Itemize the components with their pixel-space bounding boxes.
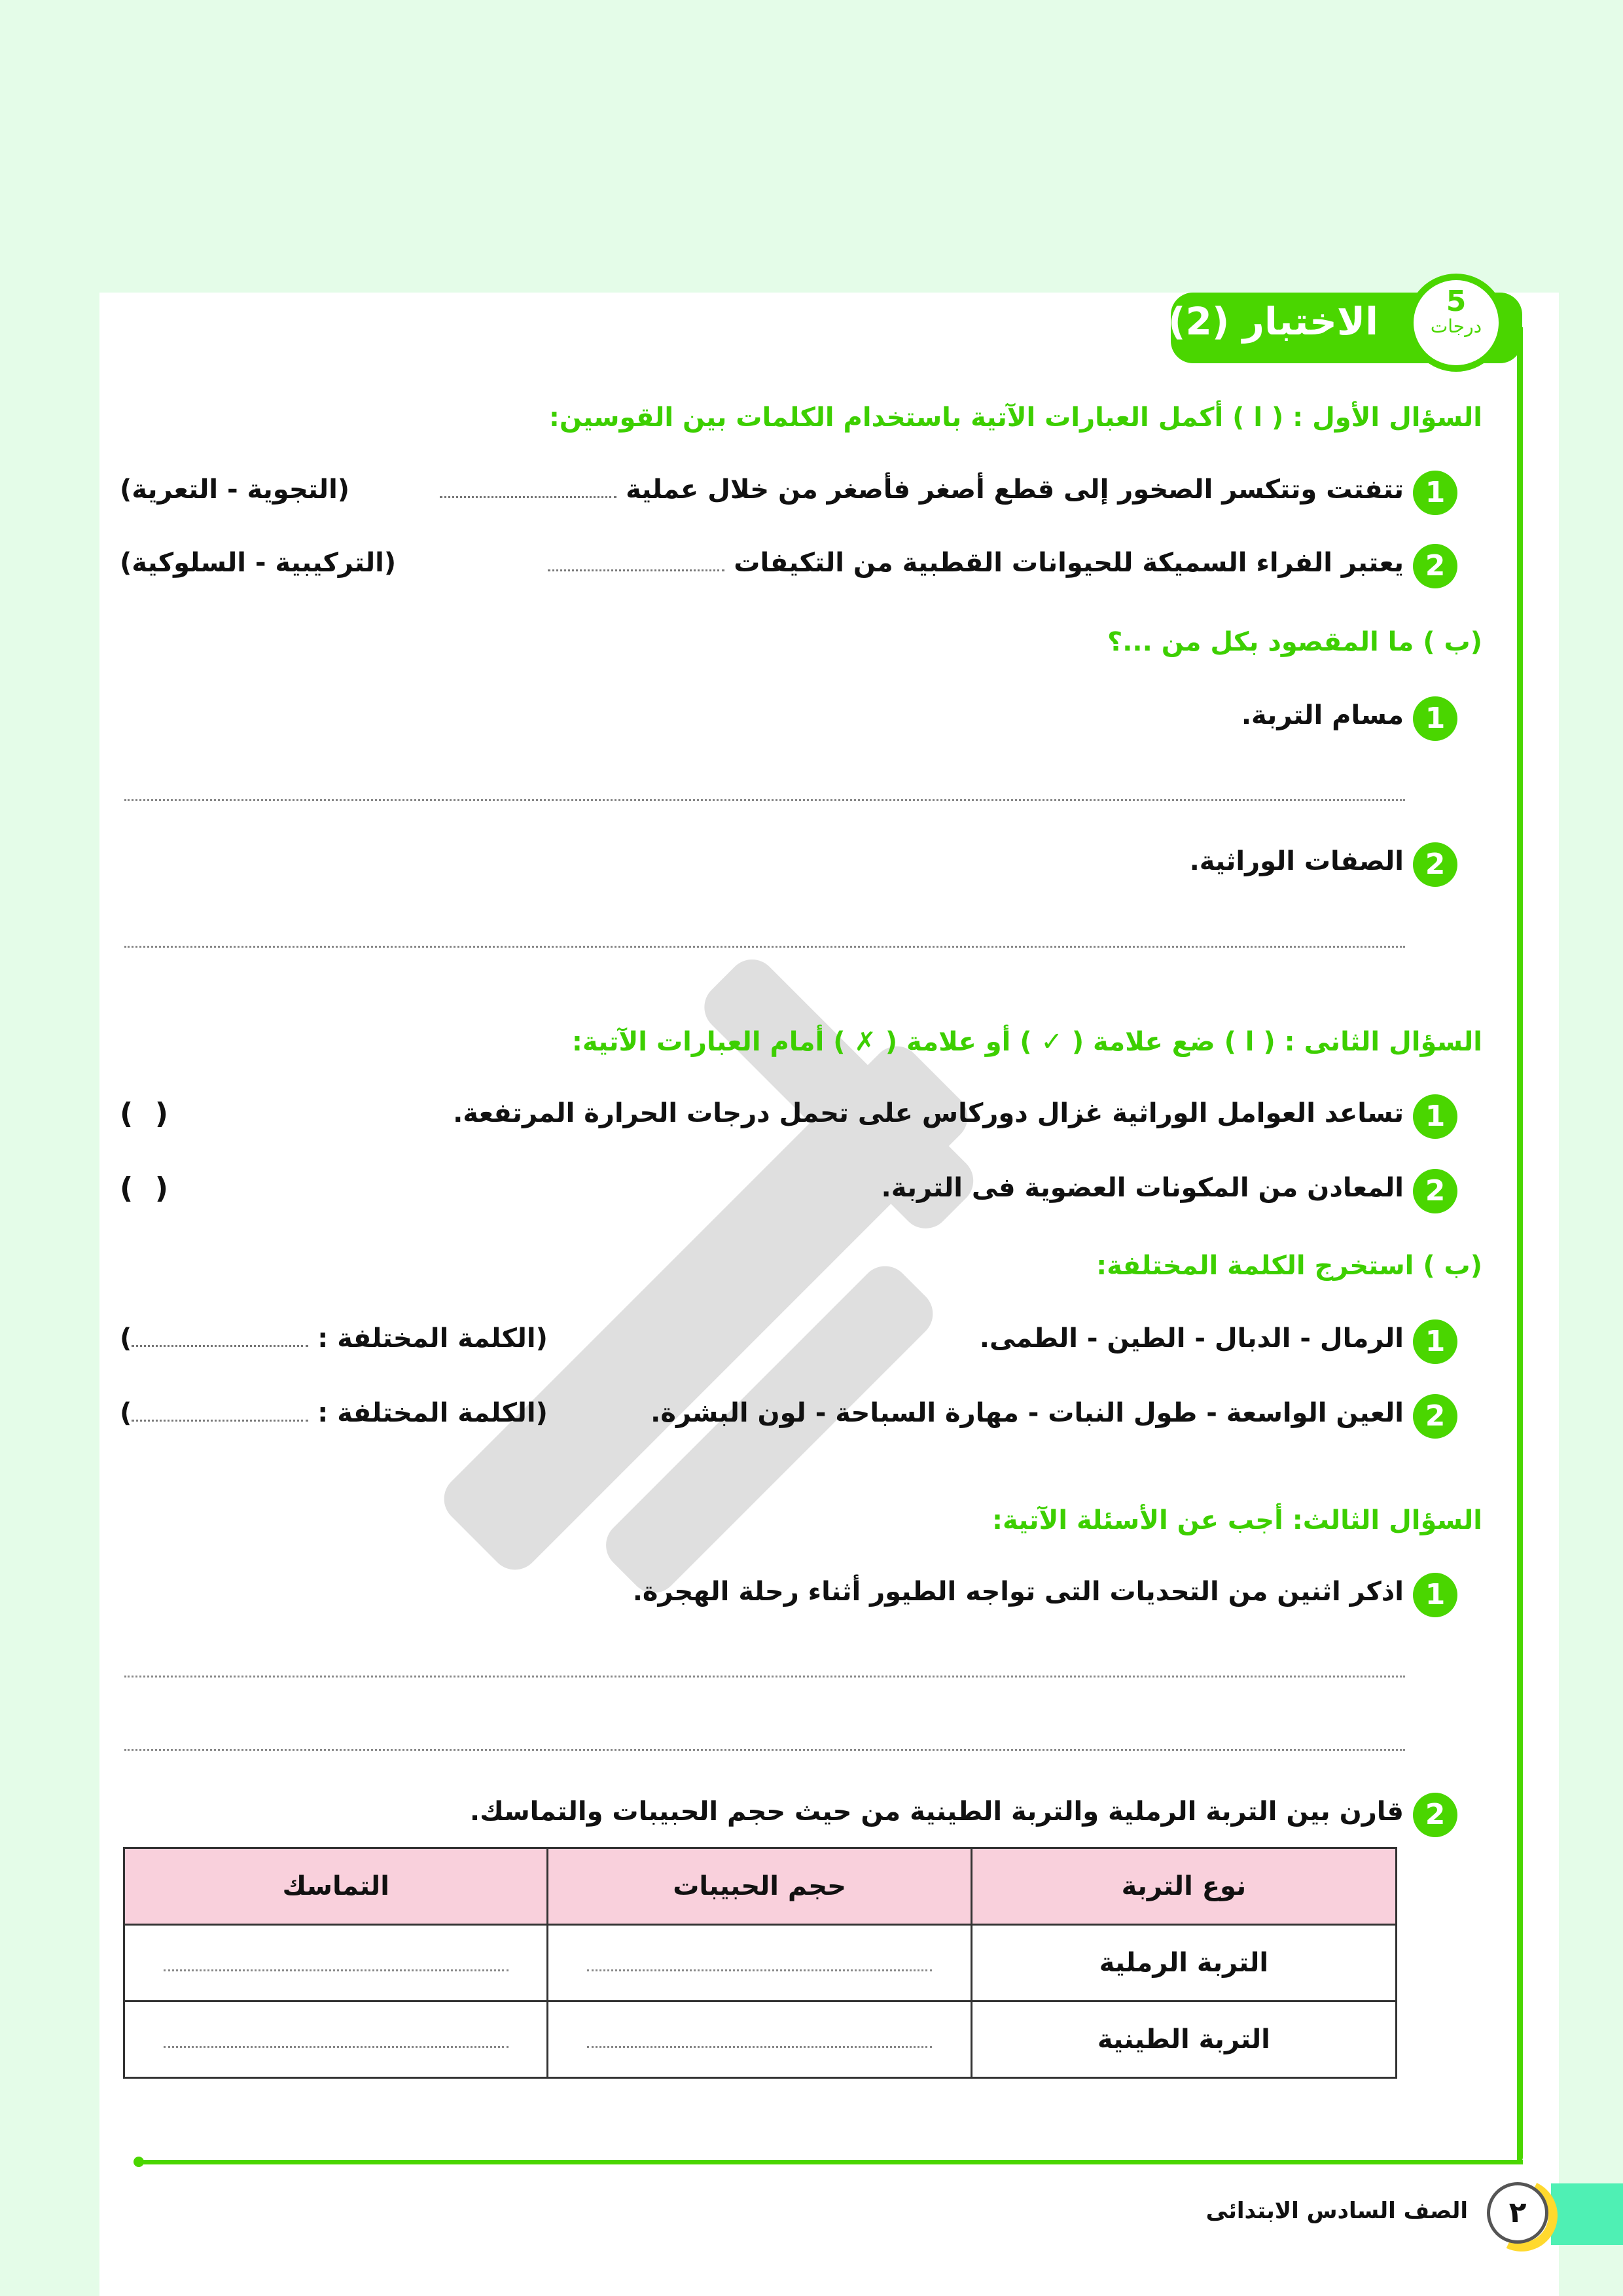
odd-word-answer [120, 1398, 548, 1428]
answer-cell[interactable] [124, 2001, 548, 2078]
page-frame-bottom [139, 2160, 1523, 2164]
answer-line[interactable] [124, 1749, 1405, 1751]
number-badge: 2 [1413, 1169, 1457, 1213]
answer-blank[interactable] [548, 569, 724, 571]
odd-word-label: (الكلمة المختلفة : [317, 1398, 548, 1428]
q2-b-item-2: العين الواسعة - طول النبات - مهارة السباحة - لون البشرة. [651, 1398, 1404, 1428]
number-badge: 1 [1413, 1094, 1457, 1139]
answer-line[interactable] [124, 1676, 1405, 1677]
q2-item-1: تساعد العوامل الوراثية غزال دوركاس على تحمل درجات الحرارة المرتفعة. [453, 1098, 1404, 1128]
comparison-table [123, 1847, 1397, 2079]
table-row [124, 1925, 1397, 2001]
q3-heading: السؤال الثالث: أجب عن الأسئلة الآتية: [991, 1505, 1482, 1535]
grade-badge [1407, 274, 1505, 372]
page-number: ٢ [1487, 2182, 1548, 2244]
column-header: حجم الحبيبات [548, 1848, 971, 1925]
q1-item-2 [548, 548, 1404, 578]
question-text: تتفتت وتتكسر الصخور إلى قطع أصغر فأصغر من خلال عملية [626, 475, 1404, 505]
q2-heading: السؤال الثانى : ( ا ) ضع علامة ( ✓ ) أو علامة ( ✗ ) أمام العبارات الآتية: [571, 1027, 1482, 1057]
answer-cell[interactable] [548, 2001, 971, 2078]
row-label: التربة الطينية [971, 2001, 1396, 2078]
q1-b-heading: (ب ) ما المقصود بكل من ...؟ [1107, 627, 1482, 657]
table-row [124, 2001, 1397, 2078]
q1-b-item-2: الصفات الوراثية. [1189, 846, 1404, 876]
grade-value: 5 [1446, 285, 1467, 318]
paren-close: ) [120, 1323, 132, 1354]
q2-b-item-1: الرمال - الدبال - الطين - الطمى. [979, 1323, 1404, 1354]
odd-word-answer [120, 1323, 548, 1354]
answer-cell[interactable] [124, 1925, 548, 2001]
paren-close: ) [154, 1097, 168, 1130]
number-badge: 2 [1413, 842, 1457, 887]
answer-blank[interactable] [132, 1419, 308, 1422]
footer-teal-band [1551, 2183, 1623, 2245]
q2-b-heading: (ب ) استخرج الكلمة المختلفة: [1096, 1251, 1482, 1281]
grade-unit: درجات [1430, 315, 1482, 337]
answer-box[interactable] [120, 1172, 168, 1205]
grade-level-label: الصف السادس الابتدائى [1205, 2198, 1468, 2224]
table-header-row [124, 1848, 1397, 1925]
number-badge: 2 [1413, 1394, 1457, 1439]
q1-item-1 [440, 475, 1404, 505]
odd-word-label: (الكلمة المختلفة : [317, 1323, 548, 1354]
q1-heading: السؤال الأول : ( ا ) أكمل العبارات الآتية باستخدام الكلمات بين القوسين: [548, 403, 1482, 433]
test-title: الاختبار (2) [1168, 299, 1378, 344]
answer-box[interactable] [120, 1097, 168, 1130]
paren-open: ( [120, 1097, 134, 1130]
answer-line[interactable] [124, 799, 1405, 801]
number-badge: 2 [1413, 544, 1457, 588]
q3-item-1: اذكر اثنين من التحديات التى تواجه الطيور أثناء رحلة الهجرة. [632, 1577, 1404, 1607]
number-badge: 1 [1413, 1319, 1457, 1364]
answer-blank[interactable] [132, 1344, 308, 1347]
number-badge: 2 [1413, 1793, 1457, 1837]
frame-dot [134, 2157, 144, 2167]
q3-item-2: قارن بين التربة الرملية والتربة الطينية من حيث حجم الحبيبات والتماسك. [469, 1797, 1404, 1827]
column-header: نوع التربة [971, 1848, 1396, 1925]
answer-line[interactable] [124, 946, 1405, 948]
paren-close: ) [154, 1172, 168, 1205]
paren-open: ( [120, 1172, 134, 1205]
question-text: يعتبر الفراء السميكة للحيوانات القطبية من التكيفات [734, 548, 1404, 578]
column-header: التماسك [124, 1848, 548, 1925]
q2-item-2: المعادن من المكونات العضوية فى التربة. [881, 1173, 1404, 1203]
q1-b-item-1: مسام التربة. [1241, 700, 1404, 730]
paren-close: ) [120, 1398, 132, 1428]
q1-item-1-options: (التجوية - التعرية) [120, 475, 350, 505]
row-label: التربة الرملية [971, 1925, 1396, 2001]
answer-blank[interactable] [440, 495, 616, 498]
page-frame-right [1517, 327, 1523, 2163]
number-badge: 1 [1413, 1573, 1457, 1617]
number-badge: 1 [1413, 696, 1457, 741]
number-badge: 1 [1413, 471, 1457, 515]
answer-cell[interactable] [548, 1925, 971, 2001]
q1-item-2-options: (التركيبية - السلوكية) [120, 548, 397, 578]
